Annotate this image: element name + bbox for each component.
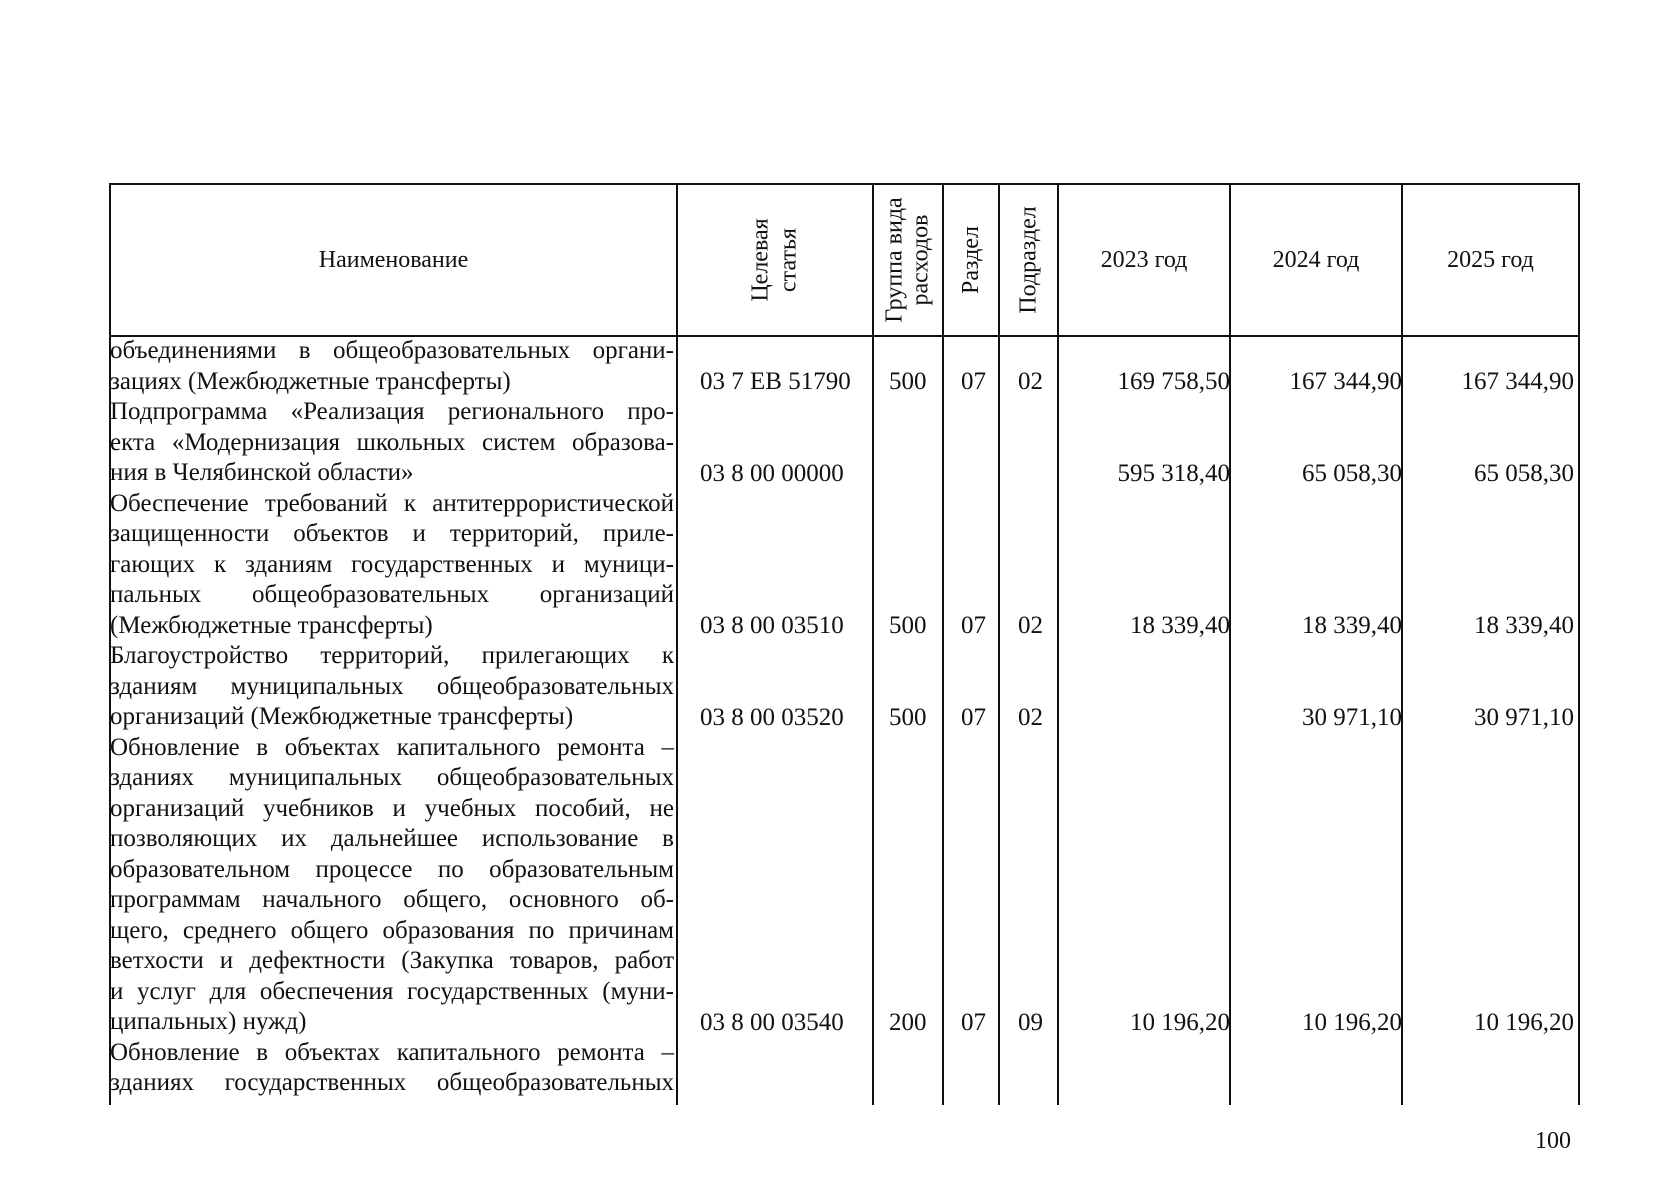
cell-subsection: 09 [1018,1009,1043,1036]
name-line: защищенности объектов и территорий, приле- [110,520,674,547]
name-line: пальных общеобразовательных организаций [110,581,674,608]
header-section-label: Раздел [958,226,985,294]
table-border-right [1578,183,1580,1105]
name-line: ципальных) нужд) [110,1008,307,1035]
cell-2024: 10 196,20 [1302,1009,1402,1036]
cell-section: 07 [961,368,986,395]
header-name-label: Наименование [318,246,469,273]
header-expense-group-line1: Группа вида [882,197,908,323]
header-target-article-label [747,218,803,301]
header-expense-group-line2: расходов [908,214,934,306]
cell-code: 03 7 EB 51790 [700,368,851,395]
name-line: образовательном процессе по образовательным [110,855,674,883]
name-line: Благоустройство территорий, прилегающих к [110,642,674,669]
header-2025-label: 2025 год [1447,246,1534,273]
name-line: программам начального общего, основного об- [110,886,674,913]
header-2023 [1059,185,1229,335]
name-line: зданиям муниципальных общеобразовательных [110,672,674,700]
name-line: ветхости и дефектности (Закупка товаров, работ [110,947,674,974]
cell-code: 03 8 00 03510 [700,612,844,639]
name-line: щего, среднего общего образования по причинам [110,916,674,944]
name-line: и услуг для обеспечения государственных (муни- [110,977,674,1005]
cell-2024: 65 058,30 [1302,460,1402,487]
cell-2023: 18 339,40 [1130,612,1230,639]
cell-2023: 169 758,50 [1117,368,1230,395]
header-subsection-label: Подраздел [1015,206,1042,314]
name-line: зданиях государственных общеобразовательных [110,1069,674,1096]
cell-group: 500 [889,368,927,395]
cell-2025: 10 196,20 [1474,1009,1574,1036]
header-name [111,185,676,335]
cell-subsection: 02 [1018,704,1043,731]
cell-2025: 30 971,10 [1474,704,1574,731]
cell-group: 500 [889,704,927,731]
name-line: зданиях муниципальных общеобразовательных [110,764,674,791]
name-line: (Межбюджетные трансферты) [110,611,433,639]
cell-section: 07 [961,704,986,731]
header-target-article-line1: Целевая [747,218,774,302]
cell-2023: 10 196,20 [1130,1009,1230,1036]
cell-2025: 65 058,30 [1474,460,1574,487]
cell-subsection: 02 [1018,368,1043,395]
cell-2024: 18 339,40 [1302,612,1402,639]
cell-section: 07 [961,1009,986,1036]
name-line: гающих к зданиям государственных и муници- [110,550,674,578]
header-expense-group [874,185,942,335]
name-line: Обеспечение требований к антитеррористической [110,489,674,517]
name-line: Обновление в объектах капитального ремонта – [110,1038,674,1066]
cell-section: 07 [961,612,986,639]
cell-2025: 18 339,40 [1474,612,1574,639]
name-line: Подпрограмма «Реализация регионального про- [110,398,674,425]
header-subsection [1000,185,1057,335]
cell-2025: 167 344,90 [1461,368,1574,395]
name-line: екта «Модернизация школьных систем образова- [110,428,674,456]
name-line: организаций учебников и учебных пособий, не [110,794,674,822]
name-line: организаций (Межбюджетные трансферты) [110,703,574,730]
name-line: объединениями в общеобразовательных органи- [110,337,674,364]
header-expense-group-label [882,197,934,322]
header-target-article-line2: статья [775,228,802,292]
cell-subsection: 02 [1018,612,1043,639]
header-2024-label: 2024 год [1272,246,1360,273]
cell-code: 03 8 00 03540 [700,1009,844,1036]
name-line: Обновление в объектах капитального ремонта – [110,733,674,761]
name-line: позволяющих их дальнейшее использование в [110,825,674,852]
cell-2024: 30 971,10 [1302,704,1402,731]
cell-2024: 167 344,90 [1289,368,1402,395]
header-2024 [1231,185,1401,335]
name-column-text [110,336,674,1099]
page-number: 100 [1535,1128,1571,1154]
cell-group: 200 [889,1009,927,1036]
cell-code: 03 8 00 03520 [700,704,844,731]
cell-group: 500 [889,612,927,639]
name-line: ния в Челябинской области» [110,459,414,486]
header-section [944,185,998,335]
name-line: зациях (Межбюджетные трансферты) [110,367,511,395]
header-2025 [1403,185,1578,335]
header-target-article [678,185,872,335]
cell-code: 03 8 00 00000 [700,460,844,487]
header-2023-label: 2023 год [1100,246,1188,273]
cell-2023: 595 318,40 [1117,460,1230,487]
